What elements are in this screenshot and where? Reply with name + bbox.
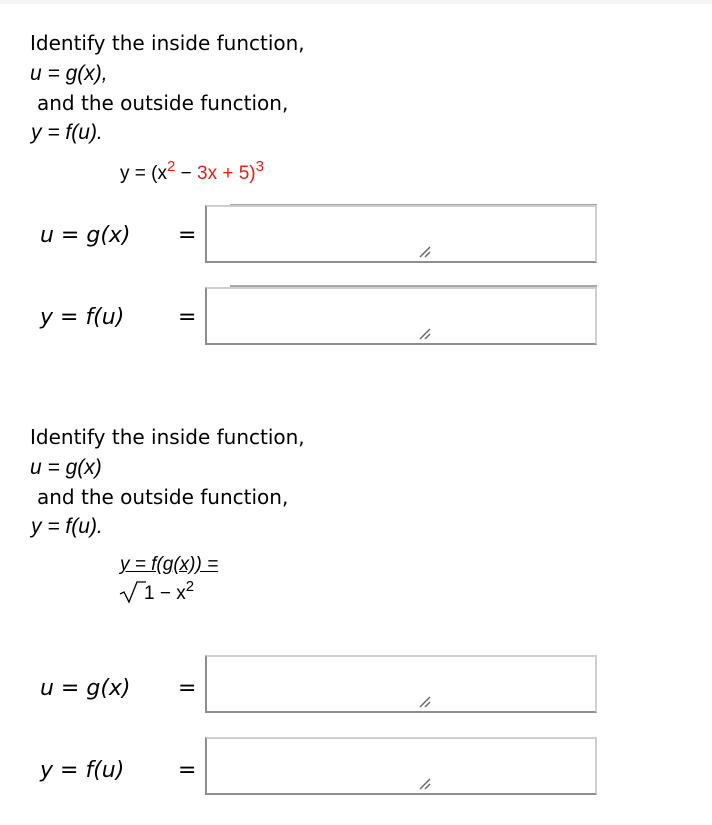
p2-outside-def: y = f(u). — [31, 515, 103, 538]
p1-eq-lhs: y = (x — [120, 163, 167, 184]
p2-y-resize-icon[interactable] — [418, 777, 432, 791]
p2-u-resize-icon[interactable] — [418, 695, 432, 709]
p1-outside-def: y = f(u). — [31, 121, 103, 144]
p2-y-answer-box[interactable] — [205, 737, 597, 795]
p1-u-answer-box[interactable] — [205, 205, 597, 263]
p1-y-label — [40, 298, 124, 338]
p2-y-equals: = — [178, 758, 197, 783]
p1-inside-def: u = g(x), — [30, 62, 108, 85]
top-divider — [0, 0, 712, 4]
p1-u-resize-icon[interactable] — [418, 245, 432, 259]
p1-y-equals: = — [178, 305, 197, 330]
p2-u-answer-input[interactable] — [207, 657, 595, 711]
p2-u-answer-box[interactable] — [205, 655, 597, 713]
p1-u-answer-input[interactable] — [207, 207, 595, 261]
p2-intro-line2: and the outside function, — [37, 485, 289, 509]
p2-y-label — [40, 751, 124, 791]
p2-u-label — [40, 669, 131, 709]
p1-equation — [120, 157, 264, 186]
p1-u-equals: = — [178, 223, 197, 248]
p1-eq-minus: − — [180, 163, 192, 184]
p1-u-label — [40, 216, 131, 256]
p2-y-answer-input[interactable] — [207, 739, 595, 793]
p1-eq-mid: 3x + 5) — [197, 163, 256, 184]
p1-intro-line2: and the outside function, — [37, 91, 289, 115]
p2-y-label-text: y = f(u) — [40, 758, 125, 783]
p1-y-answer-box[interactable] — [205, 287, 597, 345]
p1-eq-exp1: 2 — [166, 157, 176, 175]
p2-intro-line1: Identify the inside function, — [30, 425, 305, 449]
p1-intro-line1: Identify the inside function, — [30, 31, 305, 55]
p1-eq-exp2: 3 — [255, 157, 264, 175]
p2-radicand — [144, 577, 195, 605]
p2-radicand-base: 1 − x — [144, 583, 186, 604]
p2-equation — [120, 554, 218, 576]
p2-u-label-text: u = g(x) — [40, 676, 131, 701]
p2-inside-def: u = g(x) — [30, 456, 102, 479]
p2-radicand-exp: 2 — [185, 577, 195, 595]
p1-y-resize-icon[interactable] — [418, 327, 432, 341]
p1-y-label-text: y = f(u) — [40, 305, 125, 330]
p1-y-answer-input[interactable] — [207, 289, 595, 343]
p2-eq-lhs: y = f(g(x)) = — [120, 554, 219, 575]
p2-u-equals: = — [178, 676, 197, 701]
p1-u-label-text: u = g(x) — [40, 223, 131, 248]
